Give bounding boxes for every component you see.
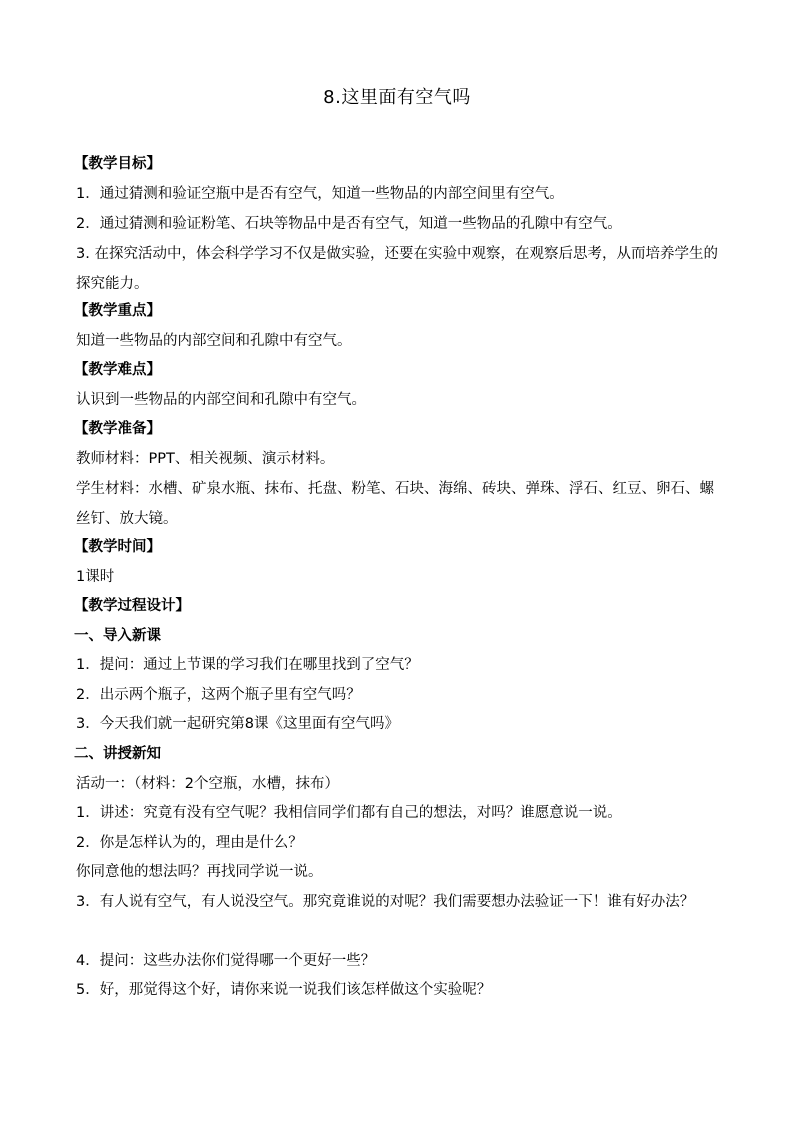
time-text: 1课时 bbox=[76, 569, 115, 585]
time-heading: 【教学时间】 bbox=[74, 539, 161, 555]
goal-item-1: 1．通过猜测和验证空瓶中是否有空气，知道一些物品的内部空间里有空气。 bbox=[76, 186, 564, 202]
lesson-item-5: 5．好，那觉得这个好，请你来说一说我们该怎样做这个实验呢？ bbox=[76, 982, 492, 998]
key-points-text: 知道一些物品的内部空间和孔隙中有空气。 bbox=[76, 333, 352, 349]
lesson-item-2-followup: 你同意他的想法吗？再找同学说一说。 bbox=[76, 864, 323, 880]
intro-item-1: 1．提问：通过上节课的学习我们在哪里找到了空气？ bbox=[76, 657, 419, 673]
preparation-heading: 【教学准备】 bbox=[74, 421, 161, 437]
lesson-item-3: 3．有人说有空气，有人说没空气。那究竟谁说的对呢？我们需要想办法验证一下！谁有好办法？ bbox=[76, 894, 695, 910]
activity-one-label: 活动一：（材料：2个空瓶，水槽，抹布） bbox=[76, 776, 339, 792]
intro-item-3: 3．今天我们就一起研究第8课《这里面有空气吗》 bbox=[76, 716, 399, 732]
goals-heading: 【教学目标】 bbox=[74, 156, 161, 172]
goal-item-3: 3. 在探究活动中，体会科学学习不仅是做实验，还要在实验中观察，在观察后思考，从而培养学生的探究能力。 bbox=[76, 246, 718, 292]
difficulties-text: 认识到一些物品的内部空间和孔隙中有空气。 bbox=[76, 392, 366, 408]
difficulties-heading: 【教学难点】 bbox=[74, 362, 161, 378]
section-intro-heading: 一、导入新课 bbox=[74, 628, 161, 644]
teacher-materials: 教师材料：PPT、相关视频、演示材料。 bbox=[76, 451, 335, 467]
key-points-heading: 【教学重点】 bbox=[74, 303, 161, 319]
student-materials: 学生材料：水槽、矿泉水瓶、抹布、托盘、粉笔、石块、海绵、砖块、弹珠、浮石、红豆、卵石、螺丝钉、放大镜。 bbox=[76, 481, 714, 527]
process-heading: 【教学过程设计】 bbox=[74, 598, 190, 614]
goal-item-2: 2．通过猜测和验证粉笔、石块等物品中是否有空气，知道一些物品的孔隙中有空气。 bbox=[76, 216, 622, 232]
lesson-item-1: 1．讲述：究竟有没有空气呢？我相信同学们都有自己的想法，对吗？谁愿意说一说。 bbox=[76, 805, 622, 821]
page-title: 8.这里面有空气吗 bbox=[323, 87, 471, 108]
section-new-knowledge-heading: 二、讲授新知 bbox=[74, 746, 161, 762]
intro-item-2: 2．出示两个瓶子，这两个瓶子里有空气吗？ bbox=[76, 687, 361, 703]
lesson-item-4: 4．提问：这些办法你们觉得哪一个更好一些？ bbox=[76, 953, 376, 969]
lesson-item-2: 2．你是怎样认为的，理由是什么？ bbox=[76, 835, 303, 851]
